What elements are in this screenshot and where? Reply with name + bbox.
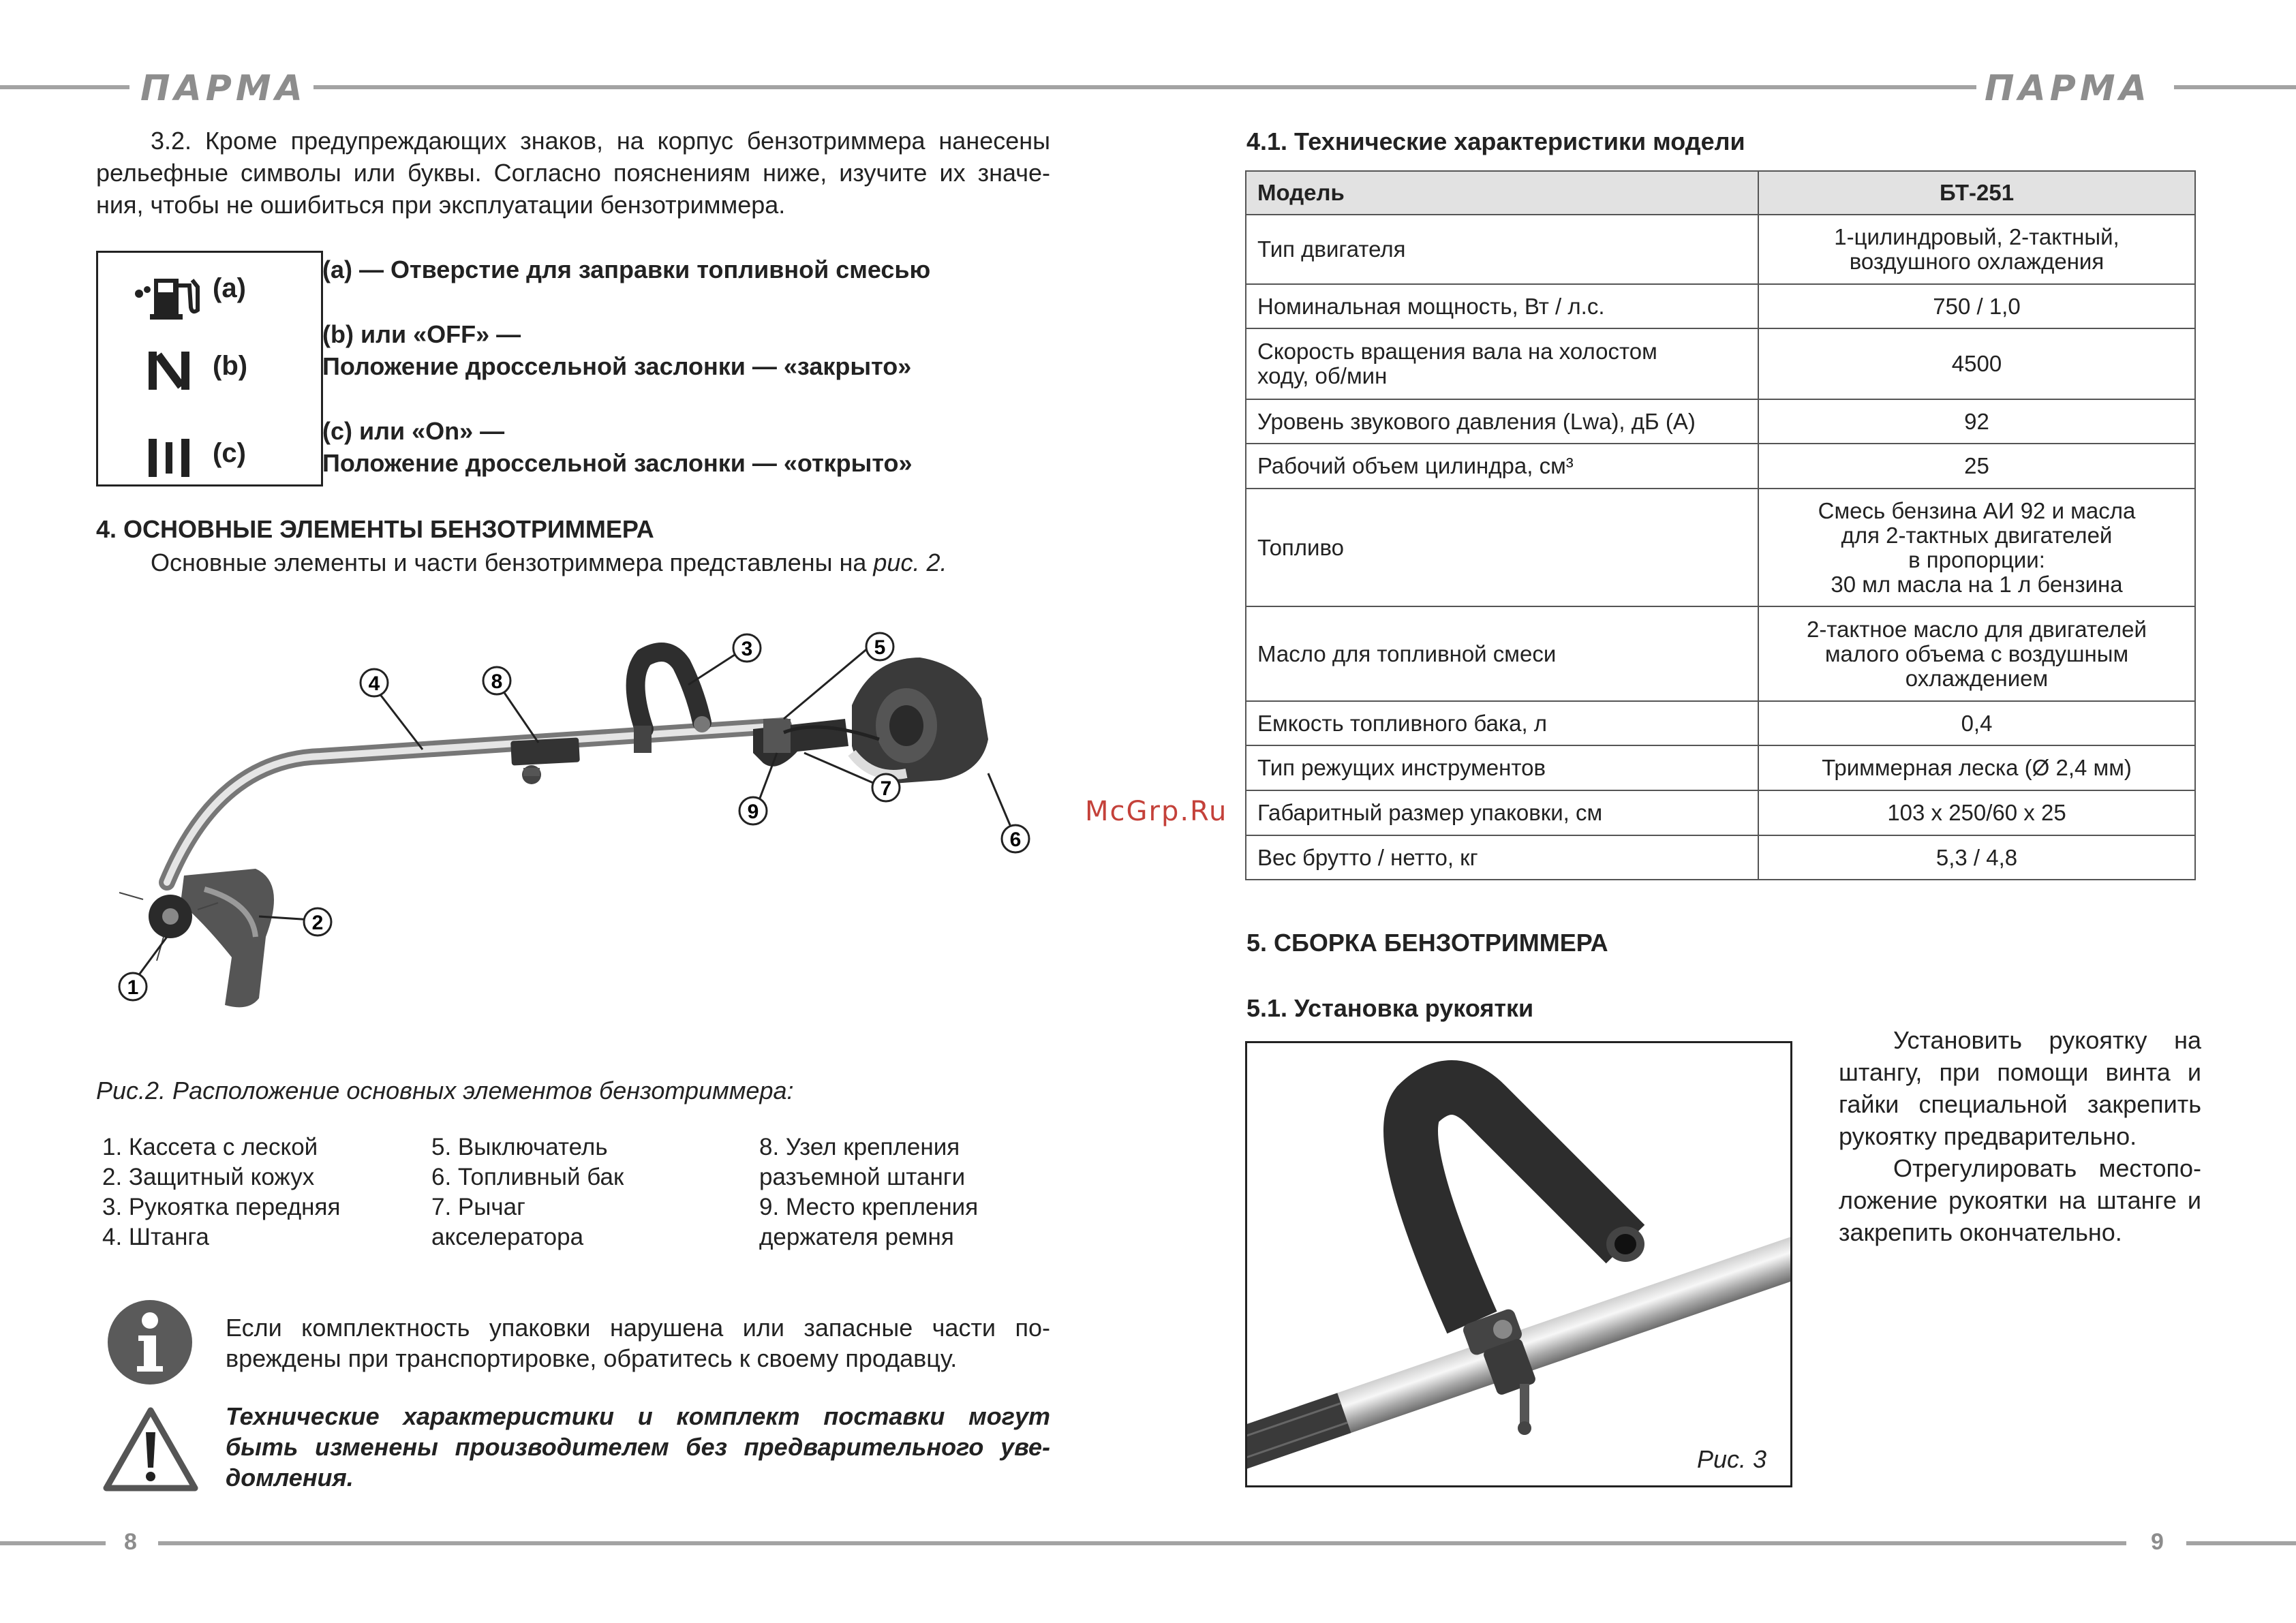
section4-text: [151, 546, 1105, 578]
section4-title: 4. ОСНОВНЫЕ ЭЛЕМЕНТЫ БЕНЗОТРИММЕРА: [96, 515, 654, 543]
intro-line-1: 3.2. Кроме предупреждающих знаков, на корпус бензотриммера нанесены: [151, 127, 1050, 155]
header-rule-center: [313, 85, 1976, 89]
warning-icon: [101, 1405, 200, 1494]
definition-b-line2: Положение дроссельной заслонки — «закрыто»: [322, 352, 912, 380]
symbols-box: [96, 251, 323, 486]
page-number-right: 9: [2151, 1529, 2164, 1555]
spec-row: [1246, 328, 2195, 399]
footer-rule-left: [0, 1541, 106, 1545]
footer-rule-right: [2186, 1541, 2296, 1545]
spec-title: 4.1. Технические характеристики модели: [1246, 127, 1745, 155]
spec-param: Тип двигателя: [1246, 215, 1758, 284]
spec-param: Уровень звукового давления (Lwa), дБ (A): [1246, 399, 1758, 444]
figure3-caption: Рис. 3: [1697, 1445, 1767, 1473]
handle-install-illustration: [1247, 1043, 1790, 1485]
legend-column-3: [759, 1132, 978, 1252]
spec-value: 1-цилиндровый, 2-тактный, воздушного охлаждения: [1758, 215, 2195, 284]
spec-param: Топливо: [1246, 489, 1758, 606]
coupler: [510, 737, 580, 765]
callout-label-7: 7: [880, 777, 892, 800]
legend-column-1: [102, 1132, 340, 1252]
info-note: [226, 1312, 1050, 1374]
legend-item: 8. Узел крепления: [759, 1134, 960, 1160]
spec-header-row: [1246, 171, 2195, 215]
guard: [181, 869, 274, 1007]
definition-c-line2: Положение дроссельной заслонки — «открыто»: [322, 449, 913, 477]
spec-param: Вес брутто / нетто, кг: [1246, 835, 1758, 880]
callout-label-1: 1: [127, 976, 139, 999]
watermark: McGrp.Ru: [1085, 796, 1228, 827]
definition-b: [322, 318, 930, 382]
info-note-line1: Если комплектность упаковки нарушена или запасные части по-: [226, 1314, 1050, 1342]
callout-label-8: 8: [491, 670, 503, 693]
spec-param: Тип режущих инструментов: [1246, 745, 1758, 790]
choke-open-icon: [142, 435, 203, 483]
definition-c-line1: (c) или «On» —: [322, 417, 505, 445]
assembly-line-1: Установить рукоятку на: [1893, 1026, 2201, 1054]
spec-param: Масло для топливной смеси: [1246, 606, 1758, 701]
section51-title: 5.1. Установка рукоятки: [1246, 994, 1534, 1022]
assembly-line-3: гайки специальной закрепить: [1839, 1090, 2201, 1118]
spec-row: [1246, 701, 2195, 745]
section4-figure-ref: рис. 2.: [873, 548, 947, 576]
header-rule-right: [2174, 85, 2296, 89]
legend-item: держателя ремня: [759, 1224, 954, 1250]
spec-value: 4500: [1758, 328, 2195, 399]
symbol-label-c: (c): [213, 438, 246, 468]
section4-text-main: Основные элементы и части бензотриммера представлены на: [151, 548, 874, 576]
spec-value: 750 / 1,0: [1758, 284, 2195, 328]
spec-param: Скорость вращения вала на холостом ходу, об/мин: [1246, 328, 1758, 399]
spec-param: Емкость топливного бака, л: [1246, 701, 1758, 745]
spec-param: Номинальная мощность, Вт / л.с.: [1246, 284, 1758, 328]
front-handle: [636, 652, 703, 729]
callout-label-6: 6: [1009, 829, 1022, 851]
warning-note-line1: Технические характеристики и комплект поставки могут: [226, 1402, 1050, 1430]
assembly-line-4: рукоятку предварительно.: [1839, 1122, 2137, 1150]
section5-title: 5. СБОРКА БЕНЗОТРИММЕРА: [1246, 929, 1608, 957]
spec-value: 2-тактное масло для двигателей малого объема с воздушным охлаждением: [1758, 606, 2195, 701]
choke-closed-icon: [142, 348, 203, 396]
spec-value: 5,3 / 4,8: [1758, 835, 2195, 880]
callout-label-5: 5: [874, 636, 886, 659]
spec-param: Габаритный размер упаковки, см: [1246, 790, 1758, 835]
legend-item: 2. Защитный кожух: [102, 1164, 315, 1190]
spec-row: [1246, 745, 2195, 790]
spec-value: Триммерная леска (Ø 2,4 мм): [1758, 745, 2195, 790]
spec-row: [1246, 606, 2195, 701]
spec-row: [1246, 444, 2195, 489]
warning-note-line2: быть изменены производителем без предварительного уве-: [226, 1433, 1050, 1461]
callout-label-3: 3: [741, 638, 753, 660]
trimmer-diagram: [102, 617, 1070, 1019]
legend-item: 9. Место крепления: [759, 1194, 979, 1220]
spec-param: Рабочий объем цилиндра, см³: [1246, 444, 1758, 489]
assembly-line-6: ложение рукоятки на штанге и: [1839, 1186, 2201, 1214]
legend-item: 1. Кассета с леской: [102, 1134, 318, 1160]
spec-row: [1246, 835, 2195, 880]
spec-value: Смесь бензина АИ 92 и масла для 2-тактных двигателей в пропорции: 30 мл масла на 1 л бензина: [1758, 489, 2195, 606]
spec-value: 92: [1758, 399, 2195, 444]
spec-row: [1246, 790, 2195, 835]
callout-label-9: 9: [747, 801, 759, 823]
legend-item: акселератора: [431, 1224, 584, 1250]
intro-paragraph: [96, 125, 1050, 221]
fuel-pump-icon: [132, 266, 207, 321]
legend-item: 4. Штанга: [102, 1224, 209, 1250]
legend-item: 6. Топливный бак: [431, 1164, 624, 1190]
callout-label-2: 2: [311, 912, 324, 934]
callout-label-4: 4: [368, 673, 380, 695]
figure3-box: [1245, 1041, 1792, 1487]
intro-line-2: рельефные символы или буквы. Согласно пояснениям ниже, изучите их значе-: [96, 159, 1050, 187]
assembly-text: [1839, 1024, 2201, 1248]
figure2-caption: Рис.2. Расположение основных элементов бензотриммера:: [96, 1077, 794, 1104]
warning-note: [226, 1401, 1050, 1493]
spec-row: [1246, 284, 2195, 328]
spec-value: 25: [1758, 444, 2195, 489]
assembly-line-5: Отрегулировать местопо-: [1893, 1154, 2201, 1182]
symbol-definitions: [322, 253, 930, 512]
legend-item: 3. Рукоятка передняя: [102, 1194, 341, 1220]
brand-logo-left: ПАРМА: [140, 68, 307, 109]
assembly-line-7: закрепить окончательно.: [1839, 1218, 2122, 1246]
legend-column-2: [431, 1132, 624, 1252]
info-icon: [106, 1298, 194, 1387]
definition-a: (a) — Отверстие для заправки топливной смесью: [322, 256, 931, 283]
spec-row: [1246, 399, 2195, 444]
definition-c: [322, 415, 930, 479]
spec-value: 103 х 250/60 х 25: [1758, 790, 2195, 835]
spec-header-value: БТ-251: [1758, 171, 2195, 215]
legend-item: 7. Рычаг: [431, 1194, 525, 1220]
info-note-line2: вреждены при транспортировке, обратитесь к своему продавцу.: [226, 1344, 958, 1372]
spec-row: [1246, 489, 2195, 606]
brand-logo-right: ПАРМА: [1985, 68, 2151, 109]
spec-value: 0,4: [1758, 701, 2195, 745]
symbol-label-a: (a): [213, 273, 246, 303]
spec-row: [1246, 215, 2195, 284]
warning-note-line3: домления.: [226, 1464, 354, 1491]
symbol-label-b: (b): [213, 351, 248, 381]
legend-item: разъемной штанги: [759, 1164, 966, 1190]
intro-line-3: ния, чтобы не ошибиться при эксплуатации бензотриммера.: [96, 191, 786, 219]
header-rule-left: [0, 85, 129, 89]
assembly-line-2: штангу, при помощи винта и: [1839, 1058, 2201, 1086]
page-number-left: 8: [124, 1529, 137, 1555]
legend-item: 5. Выключатель: [431, 1134, 608, 1160]
definition-b-line1: (b) или «OFF» —: [322, 320, 521, 348]
footer-rule-center: [158, 1541, 2126, 1545]
spec-header-param: Модель: [1246, 171, 1758, 215]
spec-table: [1245, 170, 2196, 880]
